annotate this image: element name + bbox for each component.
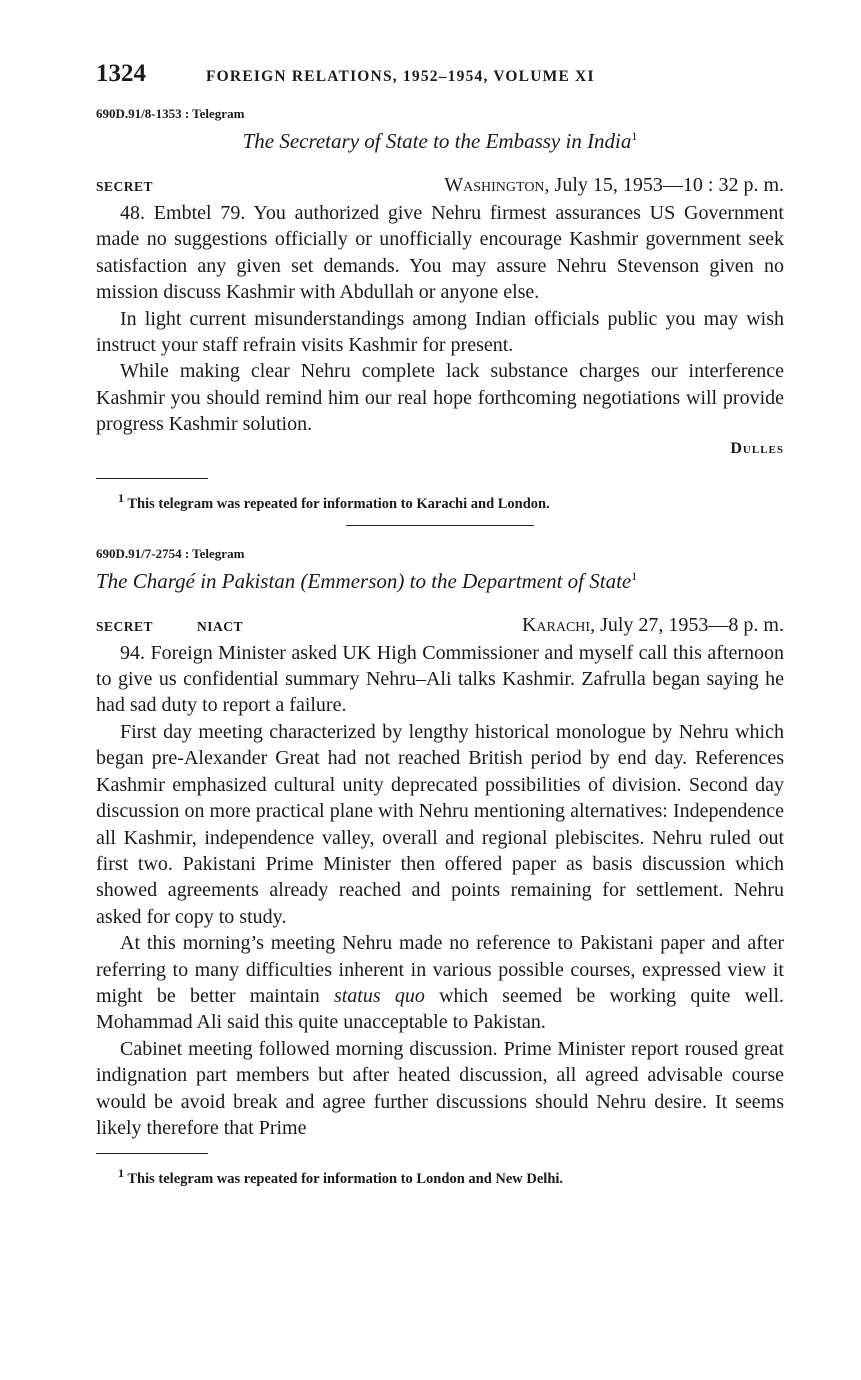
paragraph: 94. Foreign Minister asked UK High Commissioner and myself call this afternoon to give us confidential summary Nehru–Ali talks Kashmir. Zafrulla began saying he had sad duty to report a failure. [96, 641, 784, 717]
paragraph: In light current misunderstandings among Indian officials public you may wish instruct your staff refrain visits Kashmir for present. [96, 307, 784, 357]
place-date [522, 614, 784, 637]
paragraph-text: which seemed be working quite well. Mohammad Ali said this quite unacceptable to Pakistan. [96, 984, 784, 1034]
telegram-1 [96, 106, 784, 511]
footnote-mark: 1 [631, 129, 638, 143]
footnote-mark: 1 [631, 568, 638, 583]
dateline [96, 614, 784, 638]
file-reference: 690D.91/7-2754 : Telegram [96, 545, 245, 561]
paragraph: First day meeting characterized by lengthy historical monologue by Nehru which began pre-Alexander Great had not reached British period by end day. References Kashmir emphasized cultural unity deprecated possibilities of division. Second day discussion on more practical plane with Nehru mentioning alternatives: Independence all Kashmir, independence valley, overall and regional plebiscites. Nehru ruled out first two. Pakistani Prime Minister then offered paper as basis discussion which showed agreements already reached and points remaining for settlement. Nehru asked for copy to study. [96, 720, 784, 928]
page-number: 1324 [96, 60, 146, 87]
running-head: FOREIGN RELATIONS, 1952–1954, VOLUME XI [206, 68, 595, 85]
paragraph-italic: status quo [333, 984, 425, 1007]
place-date [444, 174, 784, 197]
footnote-text: This telegram was repeated for information to London and New Delhi. [127, 1171, 564, 1188]
footnote-number: 1 [118, 1166, 124, 1181]
document-title [96, 569, 784, 599]
footnote-text: This telegram was repeated for information to Karachi and London. [127, 495, 550, 512]
section-divider [346, 525, 534, 526]
footnote [96, 491, 784, 511]
footnote-number: 1 [118, 490, 124, 505]
paragraph-text: At this morning’s meeting Nehru made no reference to Pakistani paper and after referring to many difficulties inherent in various possible courses, expressed view it might be better maintain [96, 932, 784, 1007]
paragraph: Cabinet meeting followed morning discussion. Prime Minister report roused great indignation part members but after heated discussion, all agreed advisable course would be avoid break and agree further discussions should Nehru desire. It seems likely therefore that Prime [96, 1037, 784, 1139]
paragraph [96, 930, 784, 1036]
telegram-body [96, 200, 784, 438]
date: , July 27, 1953—8 p. m. [590, 613, 784, 636]
footnote-divider [96, 478, 208, 479]
footnote-divider [96, 1153, 208, 1154]
paragraph: 48. Embtel 79. You authorized give Nehru firmest assurances US Government made no suggestions officially or unofficially encourage Kashmir government seek satisfaction any given set demands. You may assure Nehru Stevenson given no mission discuss Kashmir with Abdullah or anyone else. [96, 202, 784, 304]
classification: SECRET [96, 179, 154, 194]
signature: Dulles [730, 439, 784, 457]
document-page [96, 60, 784, 1186]
date: , July 15, 1953—10 : 32 p. m. [544, 174, 784, 196]
paragraph: While making clear Nehru complete lack substance charges our interference Kashmir you should remind him our real hope forthcoming negotiations will provide progress Kashmir solution. [96, 360, 784, 436]
telegram-body [96, 640, 784, 1142]
place: Karachi [521, 613, 591, 636]
footnote [96, 1166, 784, 1186]
page-header [96, 60, 784, 92]
priority: NIACT [197, 618, 244, 634]
place: Washington [444, 174, 545, 196]
file-reference: 690D.91/8-1353 : Telegram [96, 106, 245, 121]
document-title-text: The Chargé in Pakistan (Emmerson) to the Department of State [96, 568, 632, 593]
document-title [96, 129, 784, 159]
document-title-text: The Secretary of State to the Embassy in India [242, 129, 632, 153]
dateline [96, 174, 784, 198]
classification: SECRET [96, 618, 154, 634]
telegram-2 [96, 546, 784, 1187]
